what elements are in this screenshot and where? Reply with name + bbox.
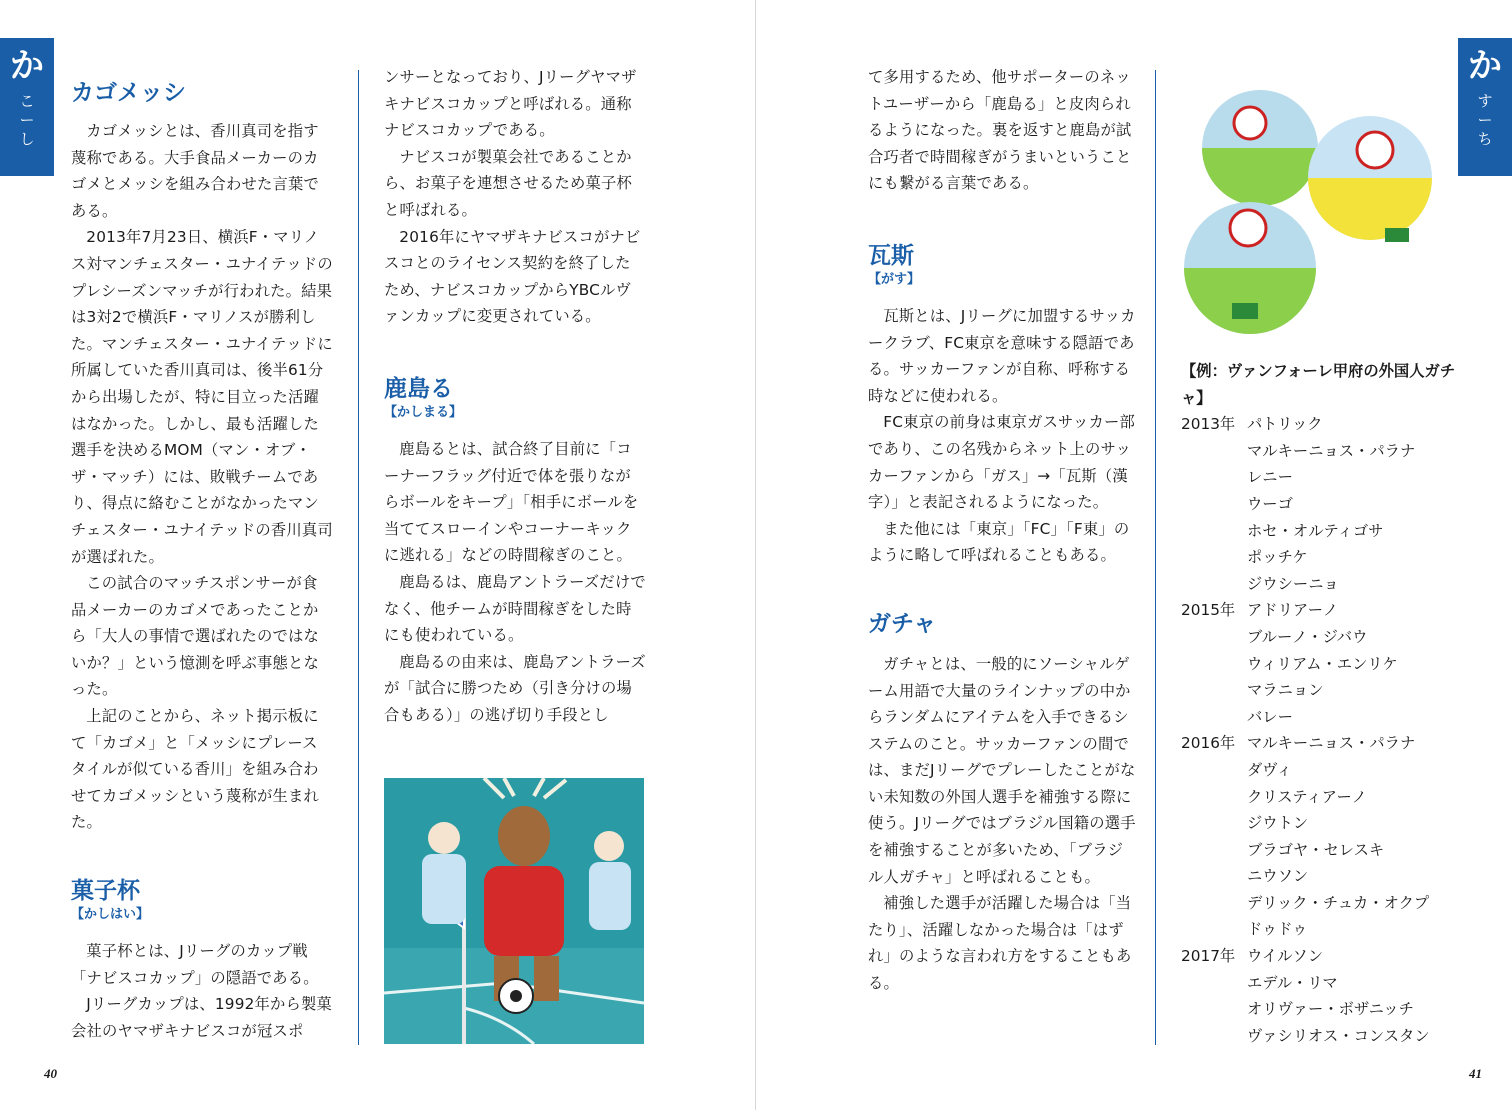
gacha-year: [1181, 518, 1247, 545]
gacha-row: [1181, 624, 1430, 651]
gacha-row: [1181, 491, 1430, 518]
entry-paragraph: 鹿島るとは、試合終了目前に「コーナーフラッグ付近で体を張りながらボールをキープ」「相手にボールを当ててスローインやコーナーキックに逃れる」などの時間稼ぎのこと。: [384, 439, 639, 565]
entry-paragraph: 2013年7月23日、横浜F・マリノス対マンチェスター・ユナイテッドのプレシーズンマッチが行われた。結果は3対2で横浜F・マリノスが勝利した。マンチェスター・ユナイテッドに所属していた香川真司は、後半61分から出場したが、特に目立った活躍はなかった。しかし、最も活躍した選手を決めるMOM（マン・オブ・ザ・マッチ）には、敗戦チームであり、得点に絡むことがなかったマンチェスター・ユナイテッドの香川真司が選ばれた。: [71, 228, 333, 566]
gacha-player: ジウシーニョ: [1247, 574, 1339, 593]
gacha-player: アドリアーノ: [1247, 601, 1339, 620]
gacha-year: [1181, 571, 1247, 598]
page-number-right: 41: [1469, 1066, 1482, 1081]
index-tab-left: [0, 38, 54, 176]
gacha-row: [1181, 677, 1430, 704]
gacha-player: ニウソン: [1247, 867, 1309, 886]
entry-paragraph: 2016年にヤマザキナビスコがナビスコとのライセンス契約を終了したため、ナビスコカップからYBCルヴァンカップに変更されている。: [384, 227, 641, 326]
column-rule: [358, 70, 359, 1045]
gacha-year: [1181, 970, 1247, 997]
entry-paragraph: ンサーとなっており、Jリーグヤマザキナビスコカップと呼ばれる。通称ナビスコカップである。: [384, 68, 637, 140]
index-tab-kana: か: [10, 46, 44, 86]
gacha-row: [1181, 1023, 1430, 1050]
gacha-row: [1181, 597, 1430, 624]
gacha-player: エデル・リマ: [1247, 973, 1338, 992]
column-3: [868, 64, 1138, 997]
gacha-year: [1181, 890, 1247, 917]
example-title: 【例：ヴァンフォーレ甲府の外国人ガチャ】: [1181, 362, 1456, 407]
gacha-row: [1181, 464, 1430, 491]
gacha-year: 2013年: [1181, 415, 1236, 434]
gacha-example-table: [1181, 411, 1430, 1049]
entry-paragraph: 上記のことから、ネット掲示板にて「カゴメ」と「メッシにプレースタイルが似ている香川」を組み合わせてカゴメッシという蔑称が生まれた。: [71, 707, 319, 832]
gacha-year: 2015年: [1181, 601, 1236, 620]
gacha-year: [1181, 996, 1247, 1023]
gacha-row: [1181, 996, 1430, 1023]
gacha-player: マルキーニョス・パラナ: [1247, 441, 1416, 460]
gacha-row: [1181, 916, 1430, 943]
index-tab-right: [1458, 38, 1512, 176]
gacha-row: [1181, 571, 1430, 598]
gacha-player: ヴァシリオス・コンスタン: [1247, 1026, 1430, 1045]
gacha-year: [1181, 624, 1247, 651]
entry-paragraph: カゴメッシとは、香川真司を指す蔑称である。大手食品メーカーのカゴメとメッシを組み合わせた言葉である。: [71, 122, 319, 220]
gacha-player: オリヴァー・ボザニッチ: [1247, 1000, 1414, 1019]
gacha-row: [1181, 411, 1430, 438]
column-1: [71, 78, 333, 1044]
entry-paragraph: 菓子杯とは、Jリーグのカップ戦「ナビスコカップ」の隠語である。: [71, 942, 319, 987]
entry-paragraph: ガチャとは、一般的にソーシャルゲーム用語で大量のラインナップの中からランダムにアイテムを入手できるシステムのこと。サッカーファンの間では、まだJリーグでプレーしたことがない未知数の外国人選手を補強する際に使う。Jリーグではブラジル国籍の選手を補強することが多いため、「ブラジル人ガチャ」と呼ばれることも。: [868, 654, 1136, 886]
page-number-left: 40: [44, 1066, 57, 1081]
gacha-player: デリック・チュカ・オクプ: [1247, 893, 1430, 912]
gacha-player: ウイルソン: [1247, 947, 1324, 966]
gacha-year: [1181, 810, 1247, 837]
entry-paragraph: 鹿島るの由来は、鹿島アントラーズが「試合に勝つため（引き分けの場合もある）」の逃げ切り手段とし: [384, 652, 646, 724]
entry-paragraph: ナビスコが製菓会社であることから、お菓子を連想させるため菓子杯と呼ばれる。: [384, 147, 632, 219]
gacha-year: [1181, 491, 1247, 518]
gacha-row: [1181, 890, 1430, 917]
index-tab-reading: すーち: [1477, 92, 1493, 148]
gacha-year: 2017年: [1181, 947, 1236, 966]
gacha-row: [1181, 810, 1430, 837]
gacha-row: [1181, 970, 1430, 997]
entry-reading: 【かしまる】: [384, 404, 463, 420]
index-tab-reading: こーし: [19, 92, 35, 148]
gacha-player: レニー: [1247, 468, 1293, 487]
gacha-year: [1181, 784, 1247, 811]
gacha-year: [1181, 544, 1247, 571]
entry-paragraph: 鹿島るは、鹿島アントラーズだけでなく、他チームが時間稼ぎをした時にも使われている。: [384, 572, 646, 645]
gacha-year: [1181, 704, 1247, 731]
gacha-illustration: [1180, 78, 1448, 348]
gacha-player: ドゥドゥ: [1247, 920, 1308, 939]
gacha-player: クリスティアーノ: [1247, 787, 1367, 806]
gacha-year: [1181, 757, 1247, 784]
gacha-year: [1181, 1023, 1247, 1050]
gacha-capsules-image: [1180, 78, 1448, 348]
gacha-player: ジウトン: [1247, 814, 1309, 833]
gacha-player: ブルーノ・ジバウ: [1247, 627, 1368, 646]
entry-paragraph: 補強した選手が活躍した場合は「当たり」、活躍しなかった場合は「はずれ」のような言われ方をすることもある。: [868, 894, 1132, 993]
gacha-player: パトリック: [1247, 415, 1323, 434]
entry-paragraph: FC東京の前身は東京ガスサッカー部であり、この名残からネット上のサッカーファンから「ガス」→「瓦斯（漢字）」と表記されるようになった。: [868, 413, 1136, 512]
column-2: [384, 64, 646, 728]
deer-mascot-image: [384, 778, 644, 1044]
entry-reading: 【がす】: [868, 271, 921, 287]
gacha-row: [1181, 730, 1430, 757]
gacha-player: マラニョン: [1247, 681, 1324, 700]
gacha-row: [1181, 863, 1430, 890]
gacha-row: [1181, 943, 1430, 970]
gacha-player: ダヴィ: [1247, 760, 1292, 779]
gacha-year: [1181, 438, 1247, 465]
gacha-player: ブラゴヤ・セレスキ: [1247, 840, 1385, 859]
gacha-year: [1181, 916, 1247, 943]
gacha-row: [1181, 837, 1430, 864]
entry-title: カゴメッシ: [71, 80, 186, 106]
entry-title: ガチャ: [868, 610, 937, 637]
gacha-row: [1181, 784, 1430, 811]
entry-title: 瓦斯: [868, 242, 914, 269]
gacha-player: バレー: [1247, 707, 1293, 726]
gacha-row: [1181, 518, 1430, 545]
index-tab-kana: か: [1468, 46, 1502, 86]
gacha-row: [1181, 438, 1430, 465]
entry-title: 鹿島る: [384, 375, 453, 402]
entry-paragraph: Jリーグカップは、1992年から製菓会社のヤマザキナビスコが冠スポ: [71, 995, 333, 1040]
page-gutter: [755, 0, 756, 1110]
gacha-row: [1181, 704, 1430, 731]
gacha-example-body: [1181, 411, 1430, 1049]
gacha-row: [1181, 544, 1430, 571]
gacha-year: [1181, 837, 1247, 864]
entry-reading: 【かしはい】: [71, 907, 150, 923]
gacha-player: ホセ・オルティゴサ: [1247, 521, 1384, 540]
gacha-year: 2016年: [1181, 734, 1236, 753]
gacha-player: ポッチケ: [1247, 548, 1308, 567]
gacha-year: [1181, 464, 1247, 491]
gacha-year: [1181, 863, 1247, 890]
entry-paragraph: また他には「東京」「FC」「F東」のように略して呼ばれることもある。: [868, 519, 1130, 565]
gacha-year: [1181, 651, 1247, 678]
gacha-player: ウィリアム・エンリケ: [1247, 654, 1398, 673]
gacha-year: [1181, 677, 1247, 704]
gacha-row: [1181, 651, 1430, 678]
entry-paragraph: 瓦斯とは、Jリーグに加盟するサッカークラブ、FC東京を意味する隠語である。サッカーファンが自称、呼称する時などに使われる。: [868, 306, 1136, 405]
column-4: [1181, 358, 1471, 1049]
gacha-player: ウーゴ: [1247, 494, 1293, 513]
gacha-row: [1181, 757, 1430, 784]
entry-paragraph: この試合のマッチスポンサーが食品メーカーのカゴメであったことから「大人の事情で選ばれたのではないか？」という憶測を呼ぶ事態となった。: [71, 574, 319, 699]
entry-title: 菓子杯: [71, 878, 140, 905]
entry-paragraph: て多用するため、他サポーターのネットユーザーから「鹿島る」と皮肉られるようになった。裏を返すと鹿島が試合巧者で時間稼ぎがうまいということにも繋がる言葉である。: [868, 68, 1132, 193]
column-rule: [1155, 70, 1156, 1045]
kashima-illustration: [384, 778, 644, 1044]
gacha-player: マルキーニョス・パラナ: [1247, 734, 1416, 753]
